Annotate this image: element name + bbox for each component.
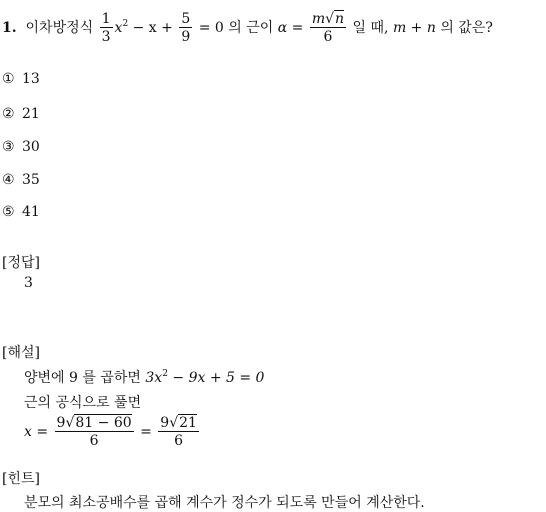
explanation-line-2: 근의 공식으로 풀면 [24,395,142,411]
answer-heading: [정답] [2,255,40,271]
question-prefix: 이차방정식 [25,20,94,36]
choice-item: ④ 35 [2,172,40,188]
choice-item: ① 13 [2,71,40,87]
choice-item: ⑤ 41 [2,204,40,220]
constant-fraction: $\frac{5}{9}$ [181,11,191,45]
answer-value: 3 [24,275,33,291]
hint-heading: [힌트] [2,471,40,487]
choice-item: ③ 30 [2,139,40,155]
question-number: 1. [2,20,17,36]
explanation-heading: [해설] [2,345,40,361]
question-line: 1. 이차방정식 $\frac{1}{3}$ $x^2 - x$ + $\frac{5}{9}$ = 0 의 근이 α = $\frac{m√n}{6}$ 일 때, m + n 의 값은? [2,11,493,45]
coefficient-fraction: $\frac{1}{3}$ [101,11,111,45]
choice-item: ② 21 [2,106,40,122]
root-fraction: $\frac{m√n}{6}$ [311,11,345,45]
question-middle: 의 근이 [228,20,274,36]
result-fraction: $\frac{9√21}{6}$ [160,415,197,449]
m-plus-n: m + n [392,20,436,36]
quadratic-formula-fraction: $\frac{9√81 - 60}{6}$ [56,415,132,449]
hint-text: 분모의 최소공배수를 곱해 계수가 정수가 되도록 만들어 계산한다. [24,495,425,511]
explanation-line-1: 양변에 9 를 곱하면 $3x^2 - 9x + 5 = 0$ [24,369,265,386]
explanation-line-3: x = $\frac{9√81 - 60}{6}$ = $\frac{9√21}{6}$ [24,415,197,449]
